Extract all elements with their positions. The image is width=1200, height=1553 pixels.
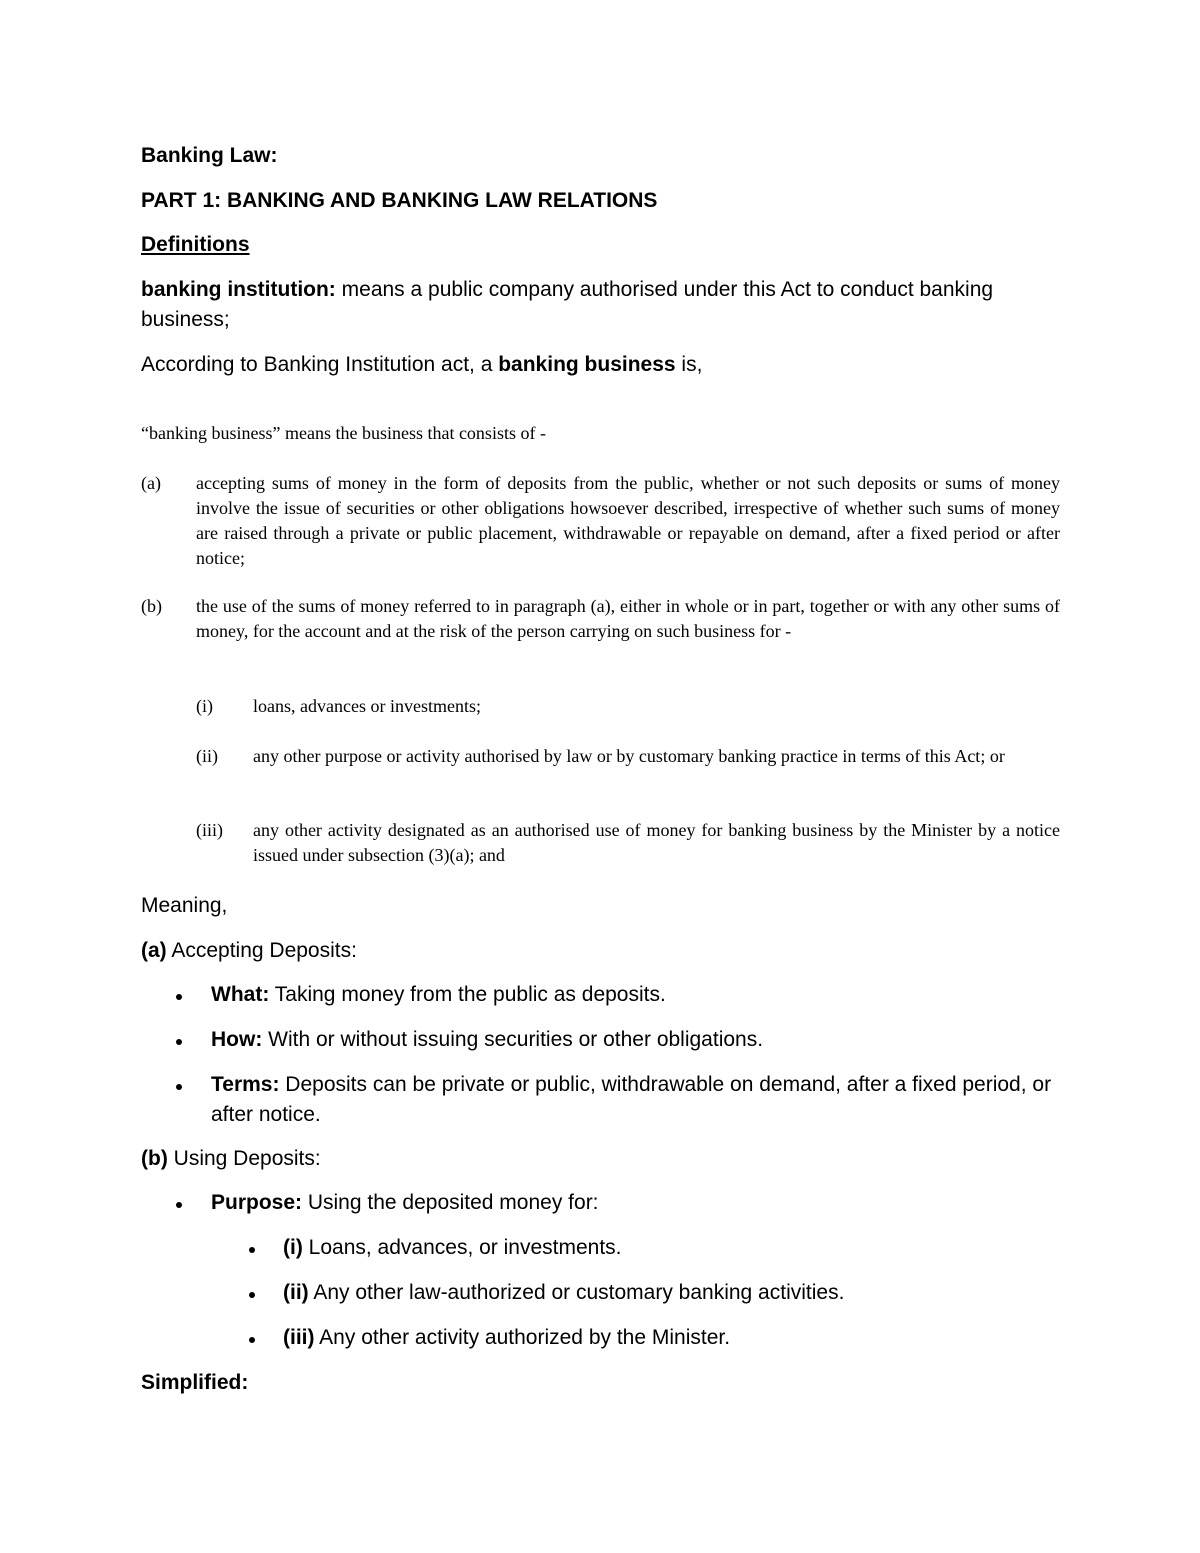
- act-b-text: the use of the sums of money referred to in paragraph (a), either in whole or in part, together or with any other sums of money, for the account and at the risk of the person carrying on such business for -: [196, 596, 1060, 641]
- bullet-icon: [249, 1337, 255, 1343]
- sub-item-text: Any other law-authorized or customary banking activities.: [308, 1281, 845, 1304]
- item-bold: How:: [211, 1028, 263, 1051]
- intro-after: is,: [675, 353, 703, 376]
- intro-bold: banking business: [498, 353, 676, 376]
- sub-item-text: Loans, advances, or investments.: [302, 1236, 622, 1259]
- bullet-icon: [249, 1247, 255, 1253]
- item-text: Deposits can be private or public, withdrawable on demand, after a fixed period, or after notice.: [211, 1073, 1052, 1126]
- item-text: With or without issuing securities or other obligations.: [262, 1028, 764, 1051]
- simplified-heading: Simplified:: [141, 1371, 249, 1394]
- act-iii-text: any other activity designated as an authorised use of money for banking business by the Minister by a notice issued under subsection (3)(a); and: [253, 820, 1060, 865]
- meaning-a-title: Accepting Deposits:: [166, 939, 357, 962]
- item-bold: What:: [211, 983, 270, 1006]
- purpose-sub-item: [283, 1323, 1073, 1353]
- item-text: Taking money from the public as deposits.: [269, 983, 666, 1006]
- document-title: Banking Law:: [141, 144, 278, 167]
- part-heading: PART 1: BANKING AND BANKING LAW RELATIONS: [141, 189, 658, 212]
- meaning-a-item: [211, 1025, 1071, 1055]
- definitions-heading: Definitions: [141, 233, 250, 256]
- purpose-sub-item: [283, 1278, 1073, 1308]
- meaning-a-heading: [141, 936, 1041, 966]
- meaning-a-item: [211, 1070, 1071, 1130]
- act-b-label: (b): [141, 596, 162, 616]
- intro-before: According to Banking Institution act, a: [141, 353, 499, 376]
- act-i-label: (i): [196, 696, 213, 716]
- purpose-text: Using the deposited money for:: [302, 1191, 599, 1214]
- meaning-b-heading: [141, 1144, 1041, 1174]
- act-a-text: accepting sums of money in the form of deposits from the public, whether or not such deposits or sums of money involve the issue of securities or other obligations howsoever described, irrespective of whether such sums of money are raised through a private or public placement, withdrawable or repayable on demand, after a fixed period or after notice;: [196, 473, 1060, 568]
- item-bold: Terms:: [211, 1073, 280, 1096]
- sub-item-bold: (iii): [283, 1326, 315, 1349]
- bullet-icon: [176, 1202, 182, 1208]
- sub-item-bold: (ii): [283, 1281, 309, 1304]
- bullet-icon: [176, 1039, 182, 1045]
- act-lead: “banking business” means the business that consists of -: [141, 423, 546, 443]
- act-i-text: loans, advances or investments;: [253, 696, 481, 716]
- meaning-a-bold: (a): [141, 939, 167, 962]
- meaning-heading: Meaning,: [141, 894, 228, 917]
- intro-paragraph: [141, 350, 1041, 380]
- act-iii-label: (iii): [196, 820, 223, 840]
- definition-paragraph: [141, 275, 1041, 335]
- purpose-item: [211, 1188, 1071, 1218]
- purpose-sub-item: [283, 1233, 1073, 1263]
- act-ii-label: (ii): [196, 746, 218, 766]
- definition-text: means a public company authorised under this Act to conduct banking business;: [141, 278, 994, 331]
- act-ii-text: any other purpose or activity authorised by law or by customary banking practice in terms of this Act; or: [253, 746, 1005, 766]
- sub-item-text: Any other activity authorized by the Minister.: [314, 1326, 731, 1349]
- meaning-b-bold: (b): [141, 1147, 168, 1170]
- meaning-a-item: [211, 980, 1071, 1010]
- bullet-icon: [249, 1292, 255, 1298]
- sub-item-bold: (i): [283, 1236, 303, 1259]
- definition-term: banking institution:: [141, 278, 336, 301]
- act-a-label: (a): [141, 473, 161, 493]
- purpose-bold: Purpose:: [211, 1191, 303, 1214]
- bullet-icon: [176, 1084, 182, 1090]
- meaning-b-title: Using Deposits:: [167, 1147, 321, 1170]
- bullet-icon: [176, 994, 182, 1000]
